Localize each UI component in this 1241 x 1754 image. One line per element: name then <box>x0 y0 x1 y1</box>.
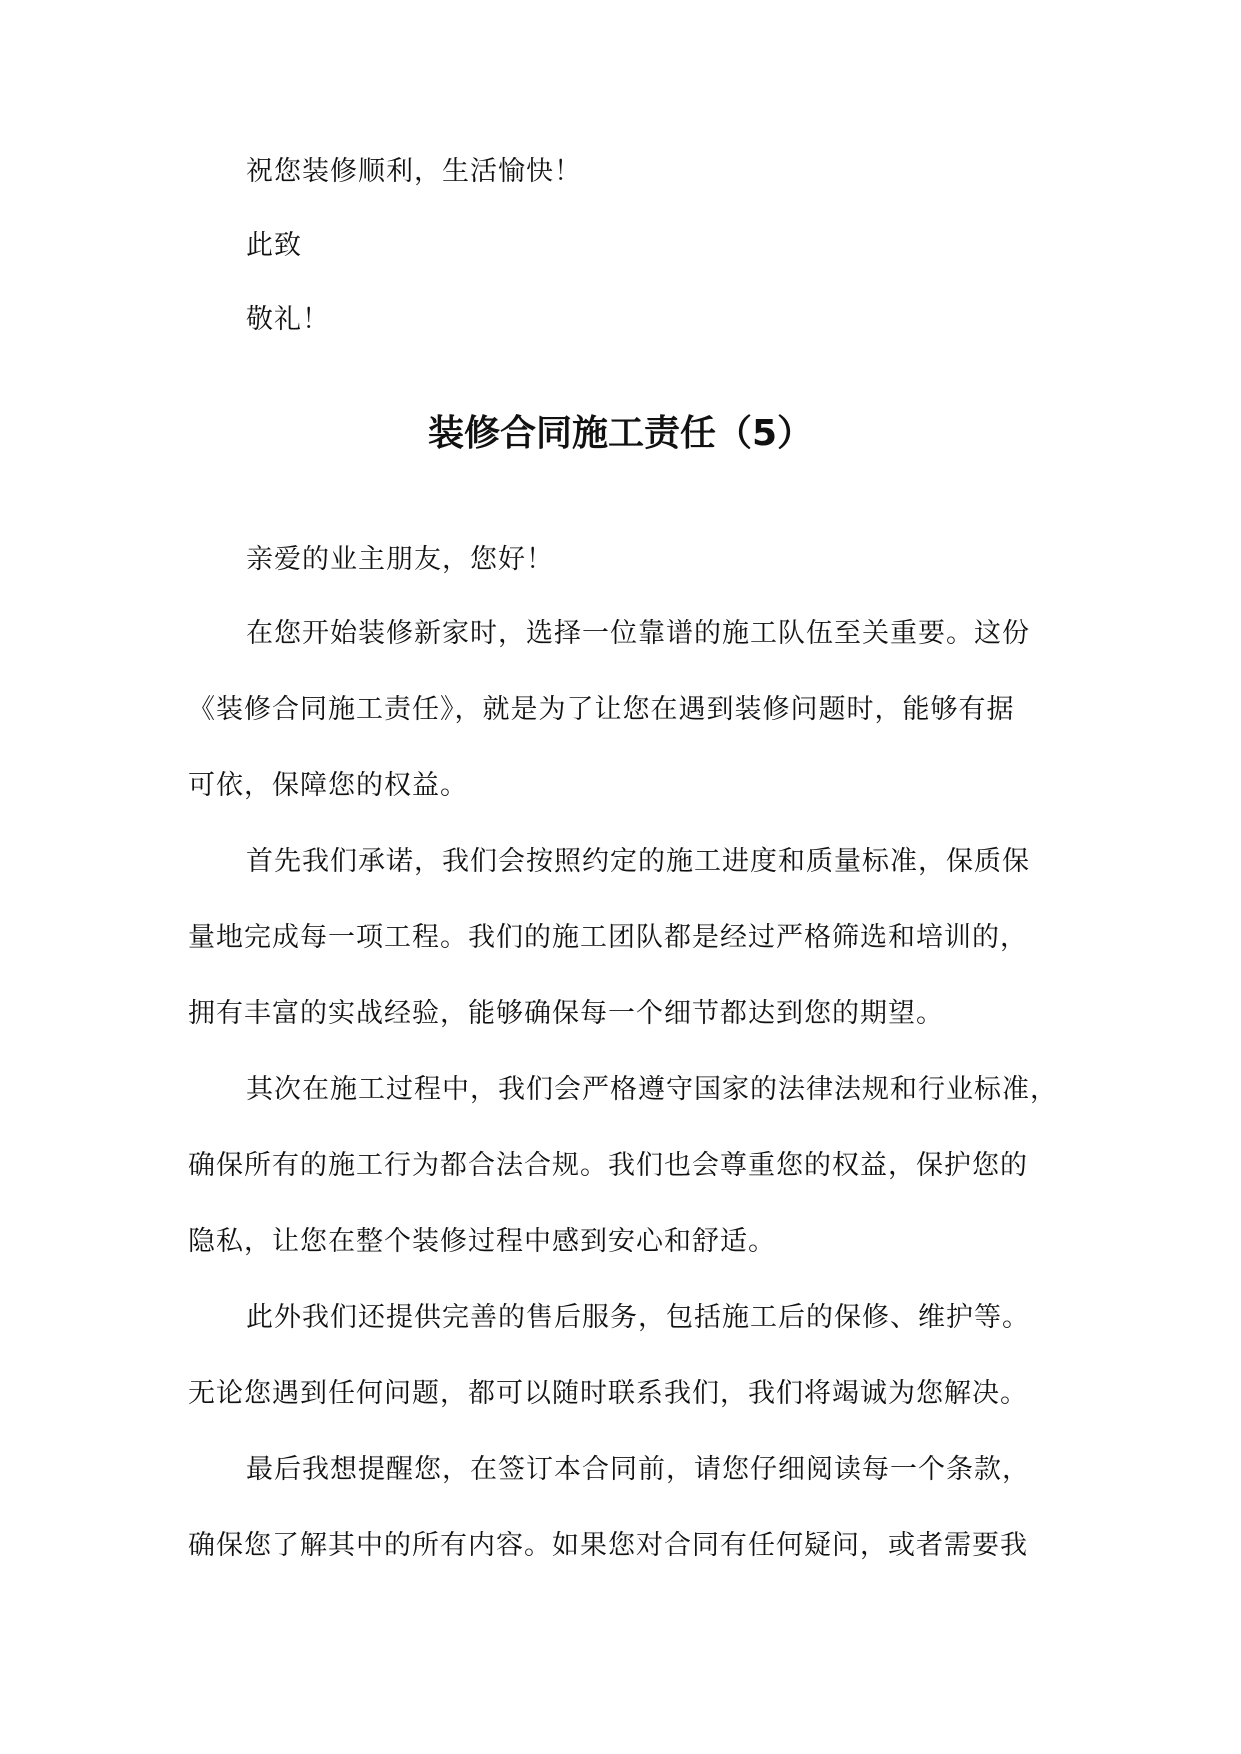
closing-ci-zhi: 此致 <box>246 230 302 261</box>
paragraph-2-line-3: 拥有丰富的实战经验，能够确保每一个细节都达到您的期望。 <box>188 998 944 1029</box>
paragraph-1-line-3: 可依，保障您的权益。 <box>188 770 468 801</box>
paragraph-1-line-2: 《装修合同施工责任》，就是为了让您在遇到装修问题时，能够有据 <box>188 694 1015 725</box>
paragraph-3-line-3: 隐私，让您在整个装修过程中感到安心和舒适。 <box>188 1226 776 1257</box>
paragraph-3-line-2: 确保所有的施工行为都合法合规。我们也会尊重您的权益，保护您的 <box>188 1150 1028 1181</box>
paragraph-5-line-2: 确保您了解其中的所有内容。如果您对合同有任何疑问，或者需要我 <box>188 1530 1028 1561</box>
paragraph-1-line-1: 在您开始装修新家时，选择一位靠谱的施工队伍至关重要。这份 <box>246 618 1030 649</box>
closing-wish: 祝您装修顺利，生活愉快！ <box>246 156 582 187</box>
paragraph-2-line-1: 首先我们承诺，我们会按照约定的施工进度和质量标准，保质保 <box>246 846 1030 877</box>
paragraph-2-line-2: 量地完成每一项工程。我们的施工团队都是经过严格筛选和培训的， <box>188 922 1028 953</box>
closing-jing-li: 敬礼！ <box>246 304 330 335</box>
paragraph-3-line-1: 其次在施工过程中，我们会严格遵守国家的法律法规和行业标准， <box>246 1074 1058 1105</box>
paragraph-4-line-1: 此外我们还提供完善的售后服务，包括施工后的保修、维护等。 <box>246 1302 1030 1333</box>
paragraph-4-line-2: 无论您遇到任何问题，都可以随时联系我们，我们将竭诚为您解决。 <box>188 1378 1028 1409</box>
greeting: 亲爱的业主朋友，您好！ <box>246 544 554 575</box>
paragraph-5-line-1: 最后我想提醒您，在签订本合同前，请您仔细阅读每一个条款， <box>246 1454 1030 1485</box>
section-title: 装修合同施工责任（5） <box>427 413 814 454</box>
